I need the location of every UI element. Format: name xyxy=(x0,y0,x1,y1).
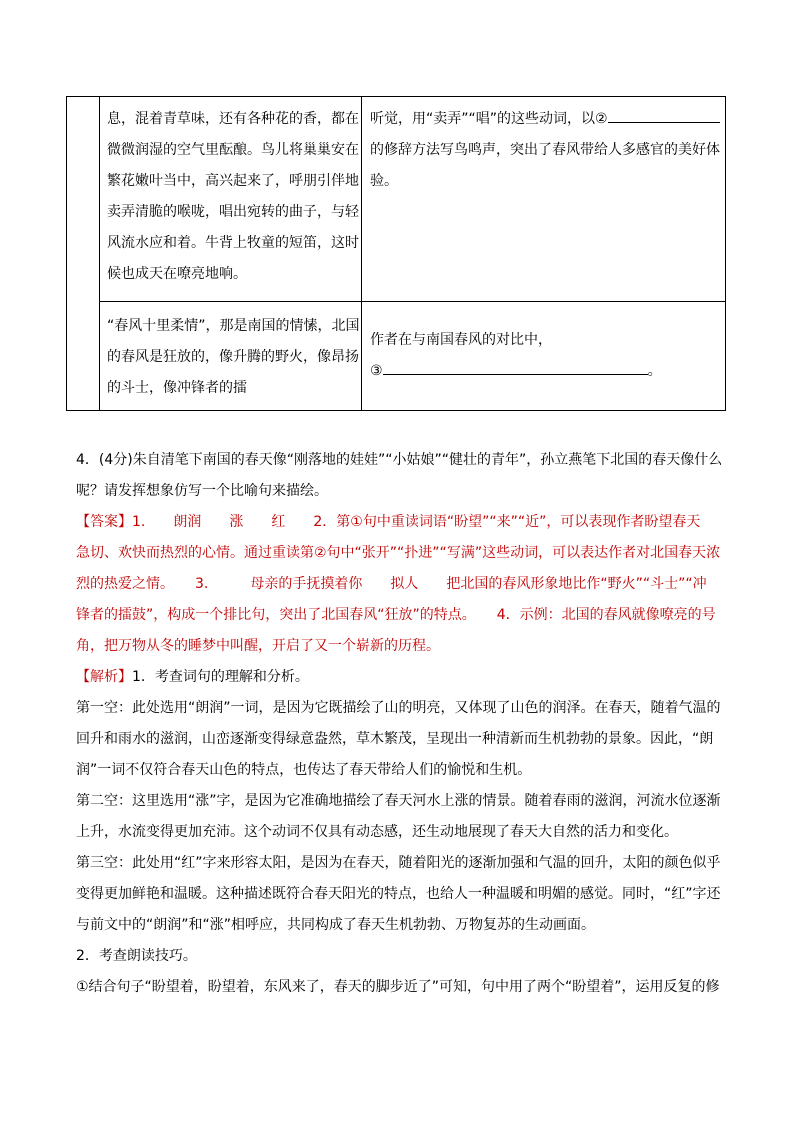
table-row-divider xyxy=(99,301,725,302)
text-line: 第三空：此处用“红”字来形容太阳，是因为在春天，随着阳光的逐渐加强和气温的回升，太阳的颜色似乎 xyxy=(76,855,721,871)
text-line: 微微润湿的空气里酝酿。鸟儿将巢巢安在 xyxy=(107,142,359,158)
table-row1-answer-cell xyxy=(370,104,720,197)
text-line: 卖弄清脆的喉咙，唱出宛转的曲子，与轻 xyxy=(107,204,359,220)
question-4 xyxy=(76,445,721,507)
text-line: 变得更加鲜艳和温暖。这种描述既符合春天阳光的特点，也给人一种温暖和明媚的感觉。同时，“红”字还 xyxy=(76,886,721,902)
text-line: 验。 xyxy=(370,173,398,189)
answer-section xyxy=(76,507,721,662)
text-line: 锋者的擂鼓”，构成一个排比句，突出了北国春风“狂放”的特点。 4．示例：北国的春风就像嘹亮的号 xyxy=(76,607,716,623)
text-line: “春风十里柔情”，那是南国的情愫，北国 xyxy=(107,318,360,334)
text-line: ③ xyxy=(370,363,383,379)
text-line: 与前文中的“朗润”和“涨”相呼应，共同构成了春天生机勃勃、万物复苏的生动画面。 xyxy=(76,917,596,933)
text-line: 2．考查朗读技巧。 xyxy=(76,948,197,964)
text-line: 的修辞方法写鸟鸣声，突出了春风带给人多感官的美好体 xyxy=(370,142,720,158)
table-divider-middle xyxy=(361,97,362,410)
text-line: 候也成天在嘹亮地响。 xyxy=(107,266,247,282)
text-line: 的斗士，像冲锋者的擂 xyxy=(107,380,247,396)
text-line: 作者在与南国春风的对比中， xyxy=(370,332,552,348)
text-line: 润”一词不仅符合春天山色的特点，也传达了春天带给人们的愉悦和生机。 xyxy=(76,762,532,778)
text-line: 回升和雨水的滋润，山峦逐渐变得绿意盎然，草木繁茂，呈现出一种清新而生机勃勃的景象。因此，“朗 xyxy=(76,731,714,747)
analysis-section xyxy=(76,662,721,1003)
text-line: 第二空：这里选用“涨”字，是因为它准确地描绘了春天河水上涨的情景。随着春雨的滋润，河流水位逐渐 xyxy=(76,793,721,809)
text-line: 烈的热爱之情。 3. 母亲的手抚摸着你 拟人 把北国的春风形象地比作“野火”“斗士”“冲 xyxy=(76,576,707,592)
text-line: 1．考查词句的理解和分析。 xyxy=(132,669,309,685)
text-line: 息，混着青草味，还有各种花的香，都在 xyxy=(107,111,359,127)
text-line: 4．(4分)朱自清笔下南国的春天像“刚落地的娃娃”“小姑娘”“健壮的青年”，孙立燕笔下北国的春天像什么 xyxy=(76,452,723,468)
table-row2-answer-cell xyxy=(370,325,662,387)
text-line: 繁花嫩叶当中，高兴起来了，呼朋引伴地 xyxy=(107,173,359,189)
analysis-tag: 【解析】 xyxy=(76,669,132,685)
table-row2-text-cell xyxy=(107,311,360,404)
text-line: 急切、欢快而热烈的心情。通过重读第②句中“张开”“扑进”“写满”这些动词，可以表达作者对北国春天浓 xyxy=(76,545,721,561)
table-divider-left xyxy=(99,97,100,410)
analysis-table xyxy=(66,96,726,411)
text-line: 的春风是狂放的，像升腾的野火，像昂扬 xyxy=(107,349,359,365)
text-line: 上升，水流变得更加充沛。这个动词不仅具有动态感，还生动地展现了春天大自然的活力和变化。 xyxy=(76,824,678,840)
text-line: 风流水应和着。牛背上牧童的短笛，这时 xyxy=(107,235,359,251)
table-row1-text-cell xyxy=(107,104,359,290)
answer-tag: 【答案】 xyxy=(76,514,132,530)
text-line: 呢？请发挥想象仿写一个比喻句来描绘。 xyxy=(76,483,328,499)
text-line: 1. 朗润 涨 红 2．第①句中重读词语“盼望”“来”“近”，可以表现作者盼望春天 xyxy=(132,514,701,530)
text-line: 。 xyxy=(647,363,662,379)
text-line: 听觉，用“卖弄”“唱”的这些动词，以② xyxy=(370,111,608,127)
text-line: ①结合句子“盼望着，盼望着，东风来了，春天的脚步近了”可知，句中用了两个“盼望着”，运用反复的修 xyxy=(76,979,720,995)
fill-blank-2[interactable] xyxy=(608,108,720,123)
fill-blank-3[interactable] xyxy=(383,360,648,375)
text-line: 第一空：此处选用“朗润”一词，是因为它既描绘了山的明亮，又体现了山色的润泽。在春天，随着气温的 xyxy=(76,700,721,716)
text-line: 角，把万物从冬的睡梦中叫醒，开启了又一个崭新的历程。 xyxy=(76,638,440,654)
